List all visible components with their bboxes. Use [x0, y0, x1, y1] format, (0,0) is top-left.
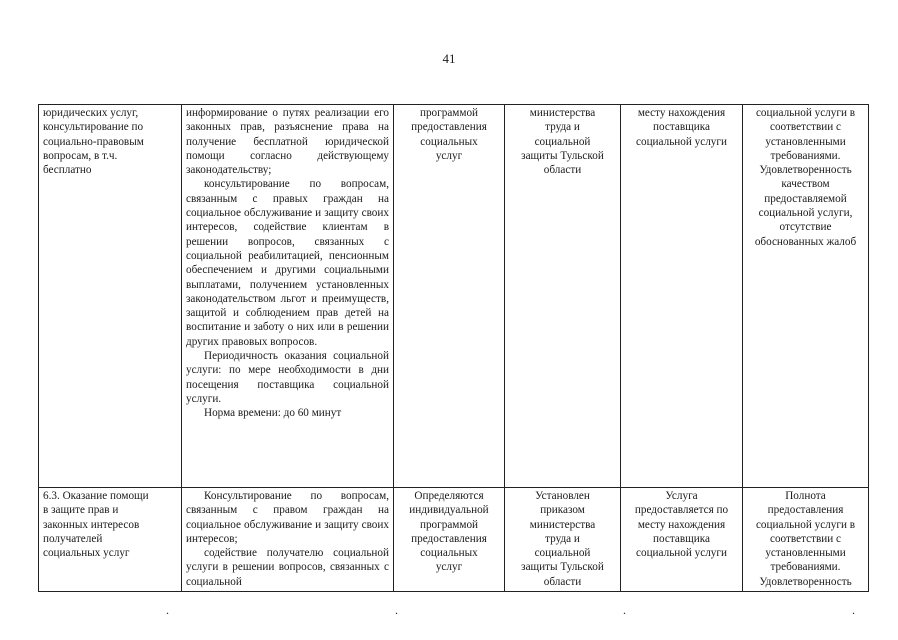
term-cell: месту нахождения поставщика социальной услуги — [621, 105, 743, 488]
quality-cell: социальной услуги в соответствии с установленными требованиями. Удовлетворенность качеством предоставляемой социальной услуги, отсутствие обоснованных жалоб — [743, 105, 869, 488]
table-row — [39, 488, 869, 592]
footer-mark: . — [395, 603, 398, 617]
page-number: 41 — [442, 51, 456, 66]
volume-cell: Определяются индивидуальной программой предоставления социальных услуг — [394, 488, 505, 592]
term-cell: Услуга предоставляется по месту нахождения поставщика социальной услуги — [621, 488, 743, 592]
volume-cell: программой предоставления социальных услуг — [394, 105, 505, 488]
tariff-cell: Установлен приказом министерства труда и социальной защиты Тульской области — [505, 488, 621, 592]
service-description-cell — [182, 488, 394, 592]
quality-cell: Полнота предоставления социальной услуги в соответствии с установленными требованиями. Удовлетворенность — [743, 488, 869, 592]
services-table — [38, 104, 869, 592]
description-paragraph: Периодичность оказания социальной услуги: по мере необходимости в дни посещения поставщика социальной услуги. — [186, 350, 389, 405]
service-name-cell: 6.3. Оказание помощи в защите прав и законных интересов получателей социальных услуг — [39, 488, 182, 592]
table-row — [39, 105, 869, 488]
description-paragraph: Консультирование по вопросам, связанным с правом граждан на социальное обслуживание и защиту своих интересов; — [186, 490, 389, 545]
tariff-cell: министерства труда и социальной защиты Тульской области — [505, 105, 621, 488]
footer-mark: . — [166, 603, 169, 617]
service-description-cell — [182, 105, 394, 488]
footer-mark: . — [852, 603, 855, 617]
description-paragraph: консультирование по вопросам, связанным с правых граждан на социальное обслуживание и защиту своих интересов, содействие клиентам в решении вопросов, связанных с социальной реабилитацией, пенсионным обеспечением и другими социальными выплатами, получением установленных законодательством льгот и преимуществ, защитой и соблюдением прав детей на воспитание и заботу о них или в решении других правовых вопросов. — [186, 178, 389, 348]
description-paragraph: информирование о путях реализации его законных прав, разъяснение права на получение бесплатной юридической помощи согласно действующему законодательству; — [186, 107, 389, 177]
footer-mark: . — [623, 603, 626, 617]
description-paragraph: содействие получателю социальной услуги в решении вопросов, связанных с социальной — [186, 547, 389, 588]
service-name-cell: юридических услуг, консультирование по социально-правовым вопросам, в т.ч. бесплатно — [39, 105, 182, 488]
description-paragraph: Норма времени: до 60 минут — [204, 407, 342, 420]
